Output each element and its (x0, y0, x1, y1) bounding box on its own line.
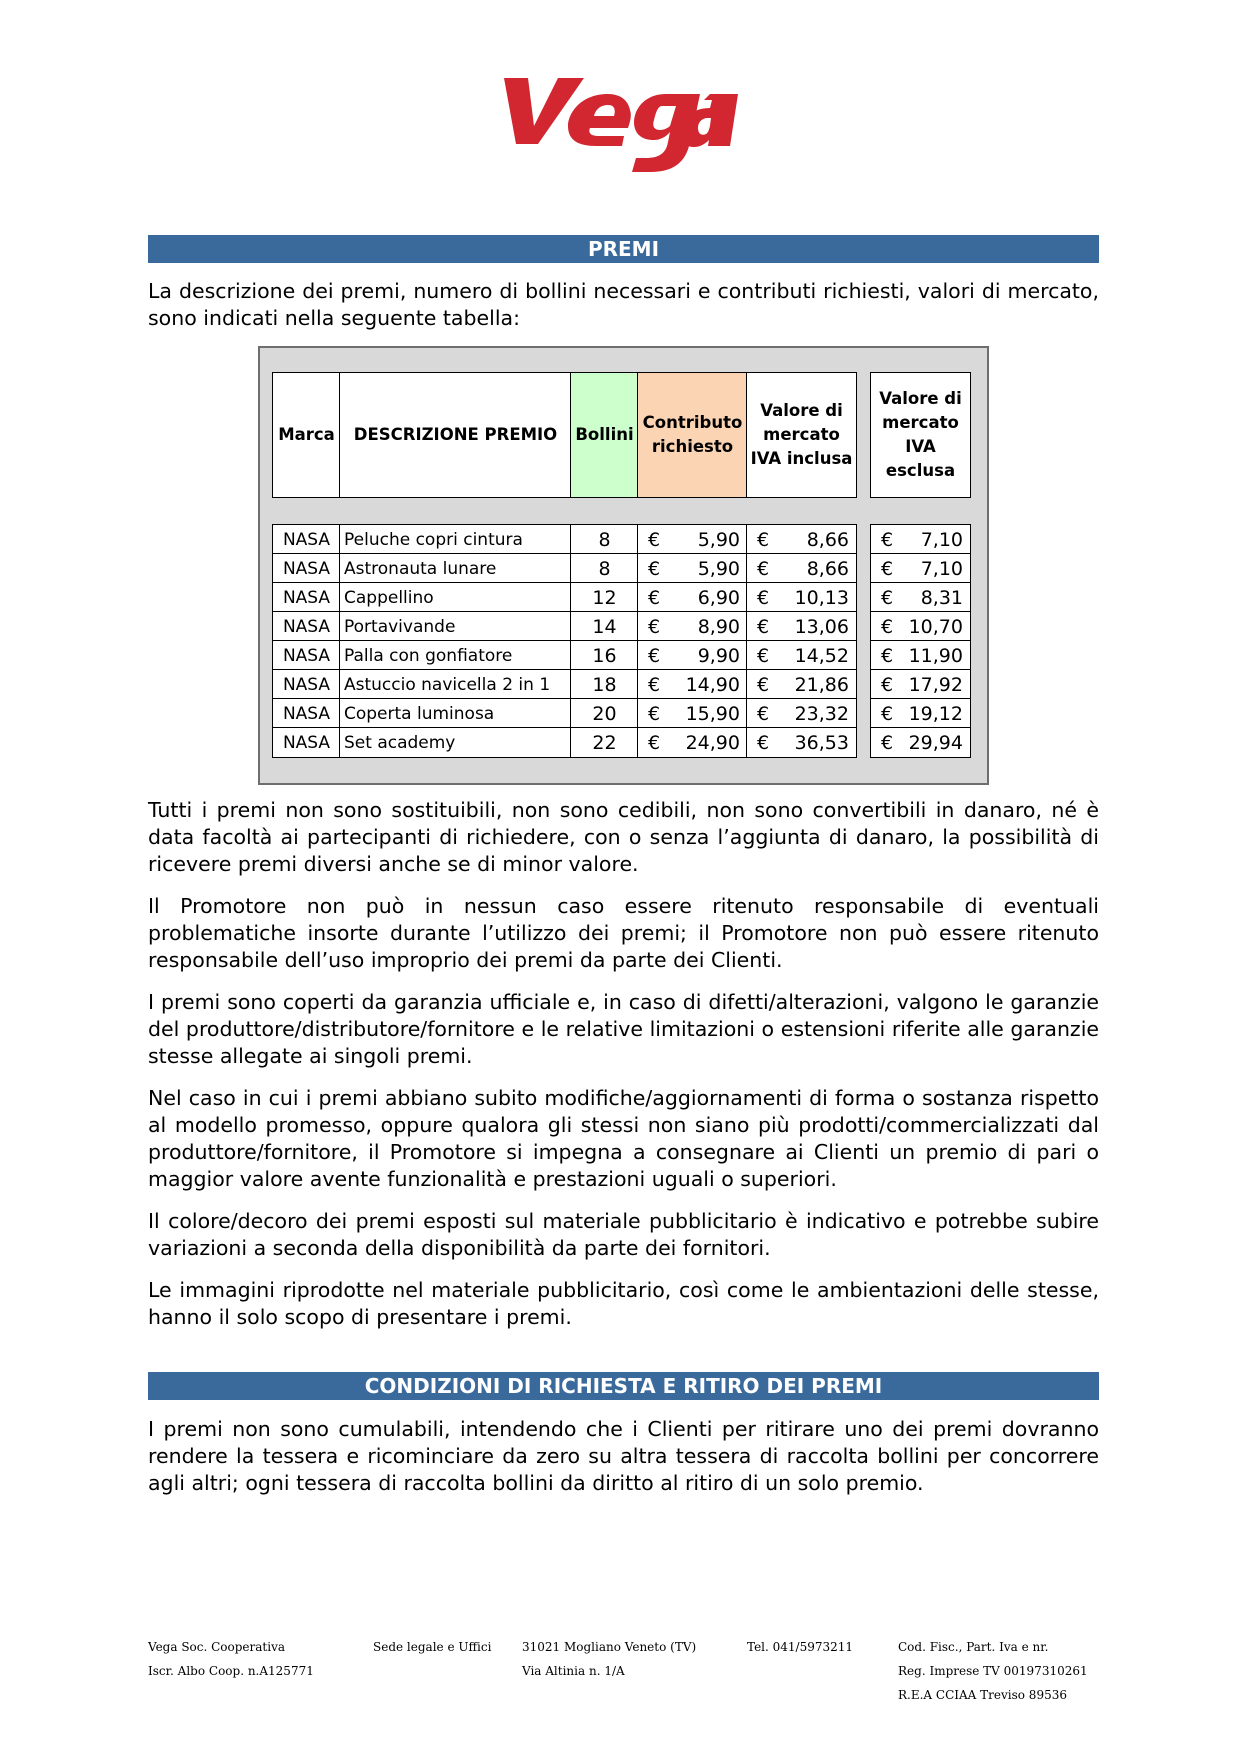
cell-valore-incl (746, 698, 857, 729)
currency-symbol: € (757, 528, 770, 551)
cell-valore-escl (870, 611, 971, 642)
cell-marca: NASA (272, 611, 341, 642)
cell-descrizione: Portavivande (339, 611, 572, 642)
currency-symbol: € (648, 731, 661, 754)
cell-valore-incl (746, 524, 857, 555)
cell-valore-escl (870, 553, 971, 584)
header-valore-incl: Valore di mercato IVA inclusa (746, 372, 857, 498)
header-bollini: Bollini (570, 372, 639, 498)
footer-reg: Reg. Imprese TV 00197310261 (898, 1664, 1088, 1678)
cell-marca: NASA (272, 669, 341, 700)
cell-valore-escl (870, 669, 971, 700)
amount: 15,90 (685, 702, 740, 725)
paragraph-3: I premi sono coperti da garanzia ufficiale e, in caso di difetti/alterazioni, valgono le garanzie del produttore/distributore/fornitore e le relative limitazioni o estensioni riferite alle garanzie stesse allegate ai singoli premi. (148, 990, 1099, 1068)
intro-paragraph: La descrizione dei premi, numero di bollini necessari e contributi richiesti, valori di mercato, sono indicati nella seguente tabella: (148, 279, 1099, 330)
cell-bollini: 20 (570, 698, 639, 729)
cell-marca: NASA (272, 524, 341, 555)
paragraph-2: Il Promotore non può in nessun caso essere ritenuto responsabile di eventuali problematiche insorte durante l’utilizzo dei premi; il Promotore non può essere ritenuto responsabile dell’uso improprio dei premi da parte dei Clienti. (148, 894, 1099, 972)
currency-symbol: € (757, 673, 770, 696)
cell-bollini: 8 (570, 553, 639, 584)
amount: 8,31 (920, 586, 963, 609)
amount: 21,86 (794, 673, 849, 696)
amount: 8,66 (806, 557, 849, 580)
cell-bollini: 16 (570, 640, 639, 671)
currency-symbol: € (648, 702, 661, 725)
cell-valore-incl (746, 553, 857, 584)
currency-symbol: € (881, 586, 894, 609)
currency-symbol: € (648, 673, 661, 696)
cell-bollini: 22 (570, 727, 639, 758)
vega-logo (498, 74, 744, 186)
cell-marca: NASA (272, 553, 341, 584)
footer-codfisc: Cod. Fisc., Part. Iva e nr. (898, 1640, 1049, 1654)
conditions-paragraph: I premi non sono cumulabili, intendendo che i Clienti per ritirare uno dei premi dovranno rendere la tessera e ricominciare da zero su altra tessera di raccolta bollini per concorrere agli altri; ogni tessera di raccolta bollini da diritto al ritiro di un solo premio. (148, 1417, 1099, 1495)
cell-contributo (637, 698, 748, 729)
footer-street: Via Altinia n. 1/A (522, 1664, 625, 1678)
currency-symbol: € (648, 528, 661, 551)
cell-marca: NASA (272, 698, 341, 729)
currency-symbol: € (881, 702, 894, 725)
currency-symbol: € (881, 615, 894, 638)
amount: 9,90 (697, 644, 740, 667)
cell-valore-escl (870, 727, 971, 758)
cell-marca: NASA (272, 640, 341, 671)
cell-bollini: 12 (570, 582, 639, 613)
amount: 8,90 (697, 615, 740, 638)
currency-symbol: € (757, 557, 770, 580)
cell-contributo (637, 669, 748, 700)
cell-contributo (637, 582, 748, 613)
currency-symbol: € (757, 615, 770, 638)
amount: 8,66 (806, 528, 849, 551)
section-header-condizioni: CONDIZIONI DI RICHIESTA E RITIRO DEI PREMI (148, 1372, 1099, 1400)
cell-valore-escl (870, 582, 971, 613)
cell-contributo (637, 727, 748, 758)
amount: 7,10 (920, 557, 963, 580)
amount: 5,90 (697, 528, 740, 551)
cell-contributo (637, 640, 748, 671)
cell-valore-incl (746, 727, 857, 758)
cell-valore-incl (746, 582, 857, 613)
cell-descrizione: Palla con gonfiatore (339, 640, 572, 671)
cell-contributo (637, 553, 748, 584)
cell-bollini: 14 (570, 611, 639, 642)
cell-descrizione: Set academy (339, 727, 572, 758)
section-header-premi: PREMI (148, 235, 1099, 263)
currency-symbol: € (881, 557, 894, 580)
header-contributo: Contributo richiesto (637, 372, 748, 498)
amount: 19,12 (908, 702, 963, 725)
cell-valore-incl (746, 611, 857, 642)
currency-symbol: € (881, 673, 894, 696)
cell-valore-escl (870, 524, 971, 555)
amount: 29,94 (908, 731, 963, 754)
amount: 13,06 (794, 615, 849, 638)
paragraph-5: Il colore/decoro dei premi esposti sul materiale pubblicitario è indicativo e potrebbe subire variazioni a seconda della disponibilità da parte dei fornitori. (148, 1209, 1099, 1260)
amount: 11,90 (908, 644, 963, 667)
footer-sede: Sede legale e Uffici (373, 1640, 492, 1654)
paragraph-6: Le immagini riprodotte nel materiale pubblicitario, così come le ambientazioni delle stesse, hanno il solo scopo di presentare i premi. (148, 1278, 1099, 1329)
cell-bollini: 8 (570, 524, 639, 555)
currency-symbol: € (648, 557, 661, 580)
cell-descrizione: Astronauta lunare (339, 553, 572, 584)
amount: 36,53 (794, 731, 849, 754)
currency-symbol: € (648, 615, 661, 638)
footer-city: 31021 Mogliano Veneto (TV) (522, 1640, 697, 1654)
cell-descrizione: Peluche copri cintura (339, 524, 572, 555)
cell-valore-escl (870, 640, 971, 671)
header-valore-escl: Valore di mercato IVA esclusa (870, 372, 971, 498)
footer-albo: Iscr. Albo Coop. n.A125771 (148, 1664, 314, 1678)
currency-symbol: € (881, 731, 894, 754)
amount: 24,90 (685, 731, 740, 754)
cell-valore-escl (870, 698, 971, 729)
amount: 10,70 (908, 615, 963, 638)
logo-text: vega (498, 74, 501, 75)
cell-marca: NASA (272, 727, 341, 758)
cell-bollini: 18 (570, 669, 639, 700)
cell-valore-incl (746, 640, 857, 671)
cell-descrizione: Cappellino (339, 582, 572, 613)
currency-symbol: € (881, 528, 894, 551)
cell-contributo (637, 611, 748, 642)
currency-symbol: € (757, 644, 770, 667)
paragraph-1: Tutti i premi non sono sostituibili, non sono cedibili, non sono convertibili in danaro, né è data facoltà ai partecipanti di richiedere, con o senza l’aggiunta di danaro, la possibilità di ricevere premi diversi anche se di minor valore. (148, 798, 1099, 876)
amount: 14,90 (685, 673, 740, 696)
header-descrizione: DESCRIZIONE PREMIO (339, 372, 572, 498)
header-marca: Marca (272, 372, 341, 498)
amount: 6,90 (697, 586, 740, 609)
cell-contributo (637, 524, 748, 555)
amount: 23,32 (794, 702, 849, 725)
currency-symbol: € (757, 731, 770, 754)
amount: 5,90 (697, 557, 740, 580)
currency-symbol: € (757, 702, 770, 725)
amount: 14,52 (794, 644, 849, 667)
footer-rea: R.E.A CCIAA Treviso 89536 (898, 1688, 1067, 1702)
amount: 7,10 (920, 528, 963, 551)
prize-table (258, 346, 989, 785)
footer-company: Vega Soc. Cooperativa (148, 1640, 286, 1654)
cell-descrizione: Astuccio navicella 2 in 1 (339, 669, 572, 700)
currency-symbol: € (648, 586, 661, 609)
amount: 10,13 (794, 586, 849, 609)
cell-valore-incl (746, 669, 857, 700)
paragraph-4: Nel caso in cui i premi abbiano subito modifiche/aggiornamenti di forma o sostanza rispetto al modello promesso, oppure qualora gli stessi non siano più prodotti/commercializzati dal produttore/fornitore, il Promotore si impegna a consegnare ai Clienti un premio di pari o maggior valore avente funzionalità e prestazioni uguali o superiori. (148, 1086, 1099, 1191)
footer-tel: Tel. 041/5973211 (747, 1640, 854, 1654)
currency-symbol: € (881, 644, 894, 667)
cell-descrizione: Coperta luminosa (339, 698, 572, 729)
cell-marca: NASA (272, 582, 341, 613)
amount: 17,92 (908, 673, 963, 696)
currency-symbol: € (757, 586, 770, 609)
currency-symbol: € (648, 644, 661, 667)
